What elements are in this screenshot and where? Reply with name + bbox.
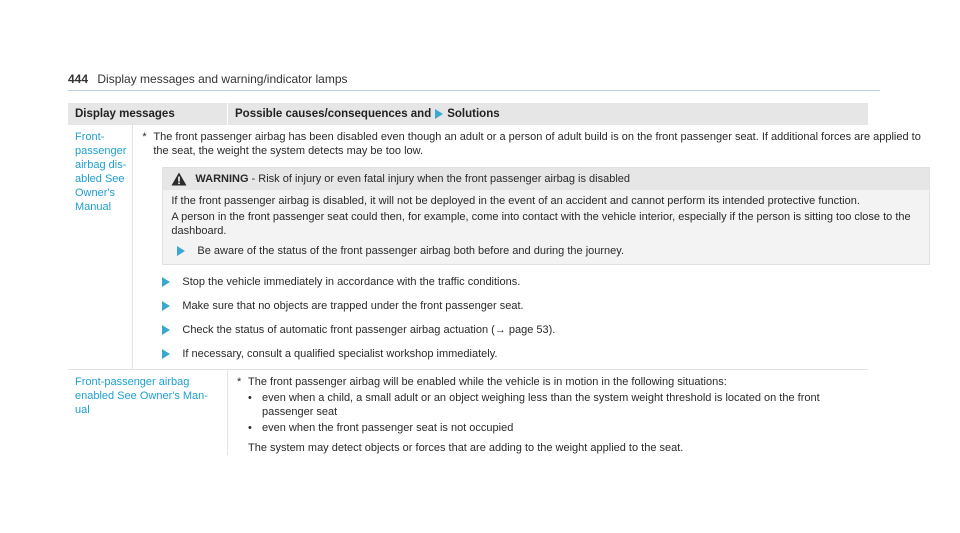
bullet-text: even when the front passenger seat is not occupied xyxy=(262,422,514,434)
cause-item xyxy=(237,375,868,389)
arrow-right-icon xyxy=(162,301,170,311)
solution-step xyxy=(162,347,930,361)
arrow-right-icon xyxy=(177,246,185,256)
solution-step-text: Check the status of automatic front passenger airbag actuation (→ page 53). xyxy=(182,324,556,336)
cause-text: The front passenger airbag will be enabled while the vehicle is in motion in the following situations: xyxy=(248,376,727,388)
warning-body xyxy=(163,190,929,264)
solution-step-text: Make sure that no objects are trapped under the front passenger seat. xyxy=(182,300,524,312)
display-message: Front-passenger airbag enabled See Owner's Man-ual xyxy=(68,370,228,455)
page-header-title: Display messages and warning/indicator lamps xyxy=(97,72,348,86)
page-number: 444 xyxy=(68,72,89,86)
col-header-causes xyxy=(228,103,500,125)
table-row xyxy=(68,370,868,455)
col-header-display-messages: Display messages xyxy=(68,103,228,125)
bullet-mark: • xyxy=(248,392,252,404)
warning-step-text: Be aware of the status of the front passenger airbag both before and during the journey. xyxy=(197,245,625,257)
arrow-right-icon xyxy=(162,349,170,359)
warning-paragraph: If the front passenger airbag is disabled, it will not be deployed in the event of an accident and cannot perform its intended protective function. xyxy=(171,195,860,207)
warning-step xyxy=(171,244,921,258)
asterisk-mark: * xyxy=(142,131,147,143)
header-rule xyxy=(68,90,880,91)
solution-step xyxy=(162,323,930,337)
cause-item xyxy=(142,130,930,158)
warning-triangle-icon xyxy=(171,172,187,186)
warning-paragraph: A person in the front passenger seat could then, for example, come into contact with the vehicle interior, especially if the person is sitting too close to the dashboard. xyxy=(171,211,911,237)
arrow-right-icon xyxy=(162,277,170,287)
bullet-text: even when a child, a small adult or an object weighing less than the system weight threshold is located on the front passenger seat xyxy=(262,392,820,418)
solution-step xyxy=(162,299,930,313)
asterisk-mark: * xyxy=(237,376,242,388)
cause-text: The front passenger airbag has been disabled even though an adult or a person of adult build is on the front passenger seat. If additional forces are applied to the seat, the weight the system detects may be too low. xyxy=(153,131,921,157)
solution-step-text: Stop the vehicle immediately in accordance with the traffic conditions. xyxy=(182,276,521,288)
arrow-right-icon xyxy=(162,325,170,335)
closing-text: The system may detect objects or forces that are adding to the weight applied to the seat. xyxy=(248,442,684,454)
bullet-item xyxy=(248,421,868,435)
page-header xyxy=(68,72,348,86)
col-header-causes-label: Possible causes/consequences and xyxy=(235,108,432,120)
arrow-right-icon xyxy=(435,109,443,119)
warning-header xyxy=(163,168,929,190)
warning-label: WARNING xyxy=(195,173,249,185)
solution-step-text: If necessary, consult a qualified specialist workshop immediately. xyxy=(182,348,498,360)
col-header-solutions-label: Solutions xyxy=(447,108,500,120)
warning-title: - Risk of injury or even fatal injury when the front passenger airbag is disabled xyxy=(251,173,631,185)
warning-box xyxy=(162,167,930,265)
display-message: Front-passenger airbag dis-abled See Owner's Manual xyxy=(68,125,133,369)
table-row xyxy=(68,125,921,370)
solution-step xyxy=(162,275,930,289)
display-messages-table xyxy=(68,103,921,455)
bullet-mark: • xyxy=(248,422,252,434)
bullet-item xyxy=(248,391,868,419)
causes-solutions xyxy=(228,370,868,455)
causes-solutions xyxy=(133,125,930,369)
table-header xyxy=(68,103,868,125)
